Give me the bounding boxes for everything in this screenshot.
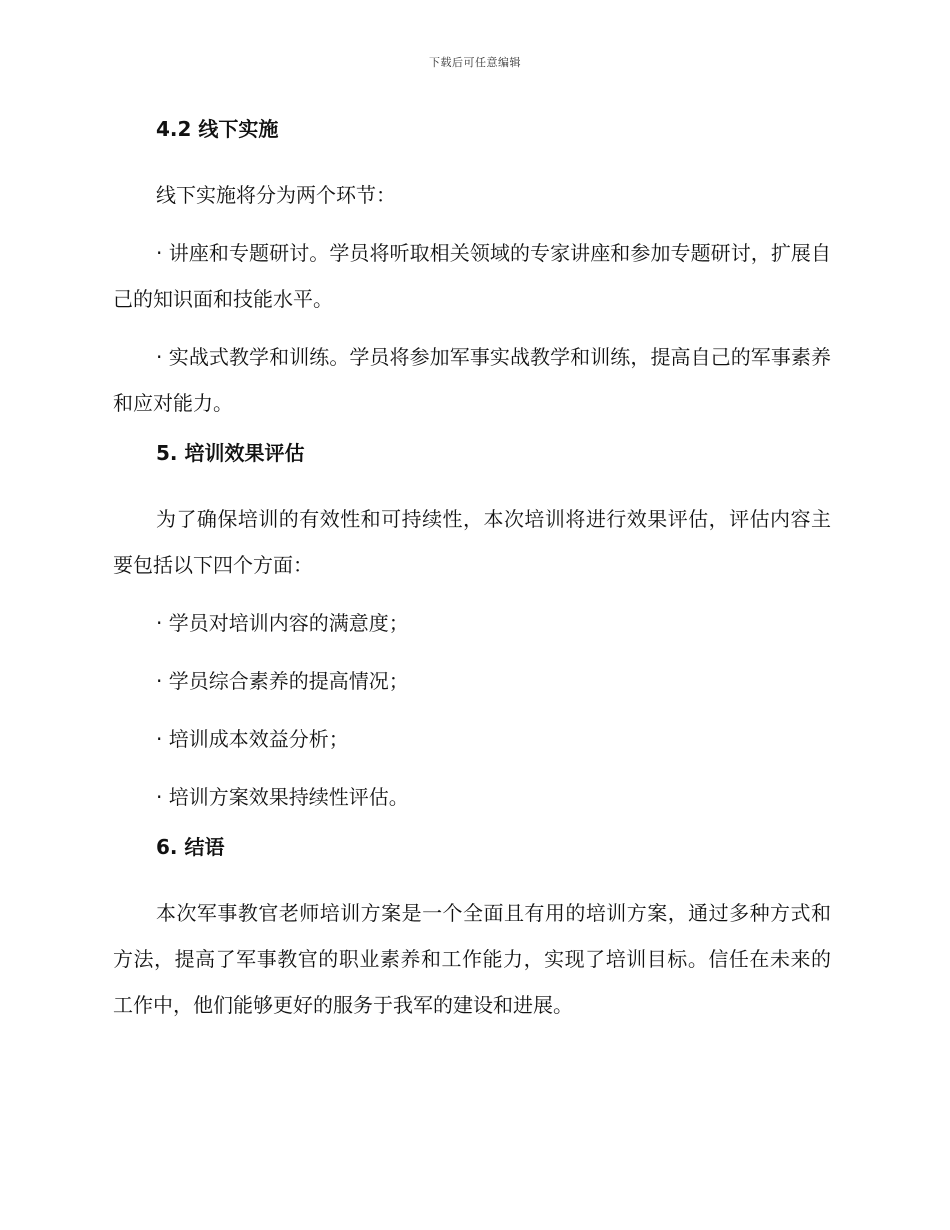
section-heading-4-2: 4.2 线下实施 <box>156 117 279 141</box>
section-heading-6: 6. 结语 <box>156 835 225 859</box>
section-5-item-4: · 培训方案效果持续性评估。 <box>156 785 409 809</box>
section-4-2-item-2: · 实战式教学和训练。学员将参加军事实战教学和训练，提高自己的军事素养和应对能力。 <box>113 345 831 415</box>
section-5-item-2: · 学员综合素养的提高情况； <box>156 669 409 693</box>
section-4-2-item-1: · 讲座和专题研讨。学员将听取相关领域的专家讲座和参加专题研讨，扩展自己的知识面和技能水平。 <box>113 241 831 311</box>
section-5-intro: 为了确保培训的有效性和可持续性，本次培训将进行效果评估，评估内容主要包括以下四个方面： <box>113 507 831 577</box>
section-4-2-intro: 线下实施将分为两个环节： <box>156 183 396 207</box>
section-6-body: 本次军事教官老师培训方案是一个全面且有用的培训方案，通过多种方式和方法，提高了军事教官的职业素养和工作能力，实现了培训目标。信任在未来的工作中，他们能够更好的服务于我军的建设和进展。 <box>113 901 831 1017</box>
section-5-item-1: · 学员对培训内容的满意度； <box>156 611 409 635</box>
section-heading-5: 5. 培训效果评估 <box>156 441 305 465</box>
document-body <box>113 114 831 1040</box>
page-header: 下载后可任意编辑 <box>429 56 521 69</box>
section-5-item-3: · 培训成本效益分析； <box>156 727 349 751</box>
